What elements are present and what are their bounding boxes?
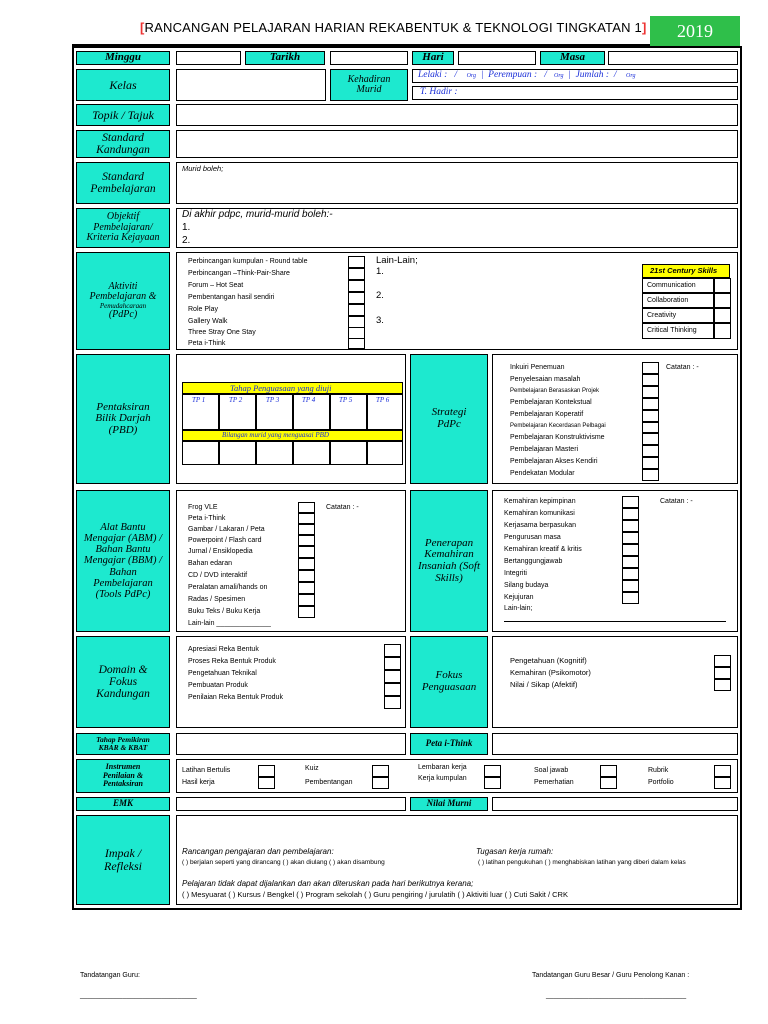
emk-label: EMK xyxy=(76,797,170,811)
aktiviti-label-end: (PdPc) xyxy=(108,308,138,320)
sep-1: | xyxy=(480,70,484,80)
domain-checkbox[interactable] xyxy=(384,670,401,683)
c21-checkbox[interactable] xyxy=(714,323,731,339)
kehadiran-row xyxy=(418,71,635,81)
strategi-item-2: Penyelesaian masalah xyxy=(510,376,581,383)
abm-item-11: Lain-lain ______________ xyxy=(188,620,271,627)
lelaki-org: Org xyxy=(466,73,477,79)
tp-label-5: TP 5 xyxy=(339,396,353,404)
instrumen-c4-2: Pemerhatian xyxy=(534,779,574,786)
domain-label: Domain & Fokus Kandungan xyxy=(76,636,170,728)
instrumen-label: Instrumen Penilaian & Pentaksiran xyxy=(76,759,170,793)
standard-pembelajaran-label: Standard Pembelajaran xyxy=(76,162,170,204)
c21-item-4: Critical Thinking xyxy=(647,327,697,334)
jumlah-slash: / xyxy=(613,70,617,80)
abm-checkbox[interactable] xyxy=(298,594,315,606)
objektif-label: Objektif Pembelajaran/ Kriteria Kejayaan xyxy=(76,208,170,248)
tp-label-4: TP 4 xyxy=(302,396,316,404)
nilai-murni-label: Nilai Murni xyxy=(410,797,488,811)
abm-checkbox[interactable] xyxy=(298,513,315,524)
kehadiran-label: Kehadiran Murid xyxy=(330,69,408,101)
tahap-pemikiran-field[interactable] xyxy=(176,733,406,755)
insaniah-lain-line xyxy=(504,621,726,622)
strategi-item-8: Pembelajaran Masteri xyxy=(510,446,579,453)
tp-count-cell[interactable] xyxy=(367,441,403,465)
tp-count-cell[interactable] xyxy=(293,441,330,465)
tp-count-cell[interactable] xyxy=(182,441,219,465)
title-bracket-close: ] xyxy=(641,20,647,35)
tp-label-2: TP 2 xyxy=(229,396,243,404)
fokus-item-3: Nilai / Sikap (Afektif) xyxy=(510,680,578,689)
abm-checkbox[interactable] xyxy=(298,582,315,594)
insaniah-checkbox[interactable] xyxy=(622,556,639,568)
c21-checkbox[interactable] xyxy=(714,293,731,308)
abm-item-2: Peta i-Think xyxy=(188,515,226,522)
domain-checkbox[interactable] xyxy=(384,657,401,670)
pelajaran-options[interactable]: ( ) Mesyuarat ( ) Kursus / Bengkel ( ) Program sekolah ( ) Guru pengiring / jurulatih ( ) Aktiviti luar ( ) Cuti Sakit / CRK xyxy=(182,890,568,899)
year-text: 2019 xyxy=(677,20,713,41)
sep-2: | xyxy=(568,70,571,80)
tp-count-cell[interactable] xyxy=(256,441,293,465)
insaniah-checkbox[interactable] xyxy=(622,508,639,520)
hari-label: Hari xyxy=(412,51,454,65)
signature-guru-label: Tandatangan Guru: xyxy=(80,972,140,979)
aktiviti-checkbox[interactable] xyxy=(348,268,365,280)
insaniah-checkbox[interactable] xyxy=(622,592,639,604)
masa-field[interactable] xyxy=(608,51,738,65)
domain-item-4: Pembuatan Produk xyxy=(188,682,248,689)
page-header xyxy=(140,20,650,42)
insaniah-item-2: Kemahiran komunikasi xyxy=(504,510,575,517)
c21-checkbox[interactable] xyxy=(714,308,731,323)
impak-label: Impak / Refleksi xyxy=(76,815,170,905)
abm-item-5: Jurnal / Ensiklopedia xyxy=(188,548,253,555)
strategi-item-6: Pembelajaran Kecerdasan Pelbagai xyxy=(510,423,606,429)
abm-item-10: Buku Teks / Buku Kerja xyxy=(188,608,261,615)
strategi-item-9: Pembelajaran Akses Kendiri xyxy=(510,458,598,465)
insaniah-item-5: Kemahiran kreatif & kritis xyxy=(504,546,582,553)
insaniah-item-3: Kerjasama berpasukan xyxy=(504,522,576,529)
insaniah-item-6: Bertanggungjawab xyxy=(504,558,563,565)
insaniah-label: Penerapan Kemahiran Insaniah (Soft Skills) xyxy=(410,490,488,632)
strategi-item-4: Pembelajaran Kontekstual xyxy=(510,399,592,406)
instrumen-c1-1: Latihan Bertulis xyxy=(182,767,231,774)
abm-checkbox[interactable] xyxy=(298,535,315,546)
murid-boleh-text: Murid boleh; xyxy=(182,164,224,173)
c21-item-3: Creativity xyxy=(647,312,677,319)
aktiviti-item-7: Three Stray One Stay xyxy=(188,329,256,336)
standard-kandungan-field[interactable] xyxy=(176,130,738,158)
insaniah-item-1: Kemahiran kepimpinan xyxy=(504,498,576,505)
abm-checkbox[interactable] xyxy=(298,570,315,582)
topik-label: Topik / Tajuk xyxy=(76,104,170,126)
aktiviti-item-1: Perbincangan kumpulan - Round table xyxy=(188,258,308,265)
strategi-label: Strategi PdPc xyxy=(410,354,488,484)
insaniah-item-10: Lain-lain; xyxy=(504,605,533,612)
aktiviti-label xyxy=(76,252,170,350)
jumlah-label: Jumlah : xyxy=(575,70,610,80)
abm-item-9: Radas / Spesimen xyxy=(188,596,246,603)
tp-label-1: TP 1 xyxy=(192,396,206,404)
objektif-item-2: 2. xyxy=(182,235,191,246)
kelas-field[interactable] xyxy=(176,69,326,101)
insaniah-checkbox[interactable] xyxy=(622,520,639,532)
pbd-label: Pentaksiran Bilik Darjah (PBD) xyxy=(76,354,170,484)
perempuan-org: Org xyxy=(554,73,564,79)
lain-item-1: 1. xyxy=(376,266,384,277)
insaniah-item-9: Kejujuran xyxy=(504,594,534,601)
strategi-catatan: Catatan : - xyxy=(666,364,699,371)
aktiviti-item-2: Perbincangan –Think-Pair-Share xyxy=(188,270,290,277)
jumlah-org: Org xyxy=(626,73,636,79)
objektif-intro: Di akhir pdpc, murid-murid boleh:- xyxy=(182,209,333,220)
fokus-checkbox[interactable] xyxy=(714,655,731,667)
abm-item-6: Bahan edaran xyxy=(188,560,232,567)
domain-item-5: Penilaian Reka Bentuk Produk xyxy=(188,694,283,701)
abm-item-7: CD / DVD interaktif xyxy=(188,572,248,579)
instrumen-c4-1: Soal jawab xyxy=(534,767,569,774)
strategi-item-1: Inkuiri Penemuan xyxy=(510,364,565,371)
page-title: RANCANGAN PELAJARAN HARIAN REKABENTUK & TEKNOLOGI TINGKATAN 1 xyxy=(144,20,642,35)
pelajaran-title: Pelajaran tidak dapat dijalankan dan akan diteruskan pada hari berikutnya kerana; xyxy=(182,879,474,888)
t-hadir-label: T. Hadir : xyxy=(420,87,458,97)
aktiviti-checkbox[interactable] xyxy=(348,304,365,316)
strategi-checkbox[interactable] xyxy=(642,386,659,398)
instrumen-checkbox[interactable] xyxy=(372,777,389,789)
perempuan-slash: / xyxy=(544,70,547,80)
strategi-item-5: Pembelajaran Koperatif xyxy=(510,411,584,418)
aktiviti-item-8: Peta i-Think xyxy=(188,340,226,347)
instrumen-checkbox[interactable] xyxy=(714,765,731,777)
instrumen-c2-2: Pembentangan xyxy=(305,779,353,786)
strategi-item-10: Pendekatan Modular xyxy=(510,470,575,477)
instrumen-c1-2: Hasil kerja xyxy=(182,779,215,786)
instrumen-checkbox[interactable] xyxy=(484,777,501,789)
instrumen-checkbox[interactable] xyxy=(258,777,275,789)
instrumen-c3-2: Kerja kumpulan xyxy=(418,775,467,782)
instrumen-c5-1: Rubrik xyxy=(648,767,669,774)
strategi-checkbox[interactable] xyxy=(642,469,659,481)
signature-gurubesar-label: Tandatangan Guru Besar / Guru Penolong Kanan : xyxy=(532,972,690,979)
fokus-checkbox[interactable] xyxy=(714,667,731,679)
strategi-checkbox[interactable] xyxy=(642,398,659,410)
fokus-label: Fokus Penguasaan xyxy=(410,636,488,728)
aktiviti-checkbox[interactable] xyxy=(348,338,365,349)
aktiviti-item-4: Pembentangan hasil sendiri xyxy=(188,294,275,301)
instrumen-checkbox[interactable] xyxy=(372,765,389,777)
fokus-checkbox[interactable] xyxy=(714,679,731,691)
abm-checkbox[interactable] xyxy=(298,606,315,618)
bilangan-label: Bilangan murid yang menguasai PBD xyxy=(222,431,329,439)
instrumen-checkbox[interactable] xyxy=(484,765,501,777)
rancangan-title: Rancangan pengajaran dan pembelajaran: xyxy=(182,847,334,856)
strategi-checkbox[interactable] xyxy=(642,374,659,386)
aktiviti-item-3: Forum – Hot Seat xyxy=(188,282,244,289)
tarikh-field[interactable] xyxy=(330,51,408,65)
c21-item-2: Collaboration xyxy=(647,297,689,304)
insaniah-checkbox[interactable] xyxy=(622,580,639,592)
instrumen-checkbox[interactable] xyxy=(714,777,731,789)
nilai-murni-field[interactable] xyxy=(492,797,738,811)
tahap-pemikiran-label: Tahap Pemikiran KBAR & KBAT xyxy=(76,733,170,755)
aktiviti-label-small: Pemudahcaraan xyxy=(99,301,147,310)
instrumen-c5-2: Portfolio xyxy=(648,779,674,786)
insaniah-checkbox[interactable] xyxy=(622,532,639,544)
hari-field[interactable] xyxy=(458,51,536,65)
title-bracket-open: [ xyxy=(140,20,145,35)
domain-checkbox[interactable] xyxy=(384,683,401,696)
lelaki-slash: / xyxy=(454,70,458,80)
domain-item-1: Apresiasi Reka Bentuk xyxy=(188,646,259,653)
abm-checkbox[interactable] xyxy=(298,502,315,513)
instrumen-checkbox[interactable] xyxy=(258,765,275,777)
instrumen-c2-1: Kuiz xyxy=(305,765,319,772)
strategi-checkbox[interactable] xyxy=(642,433,659,445)
aktiviti-checkbox[interactable] xyxy=(348,292,365,304)
insaniah-checkbox[interactable] xyxy=(622,568,639,580)
lain-item-3: 3. xyxy=(376,315,384,326)
abm-checkbox[interactable] xyxy=(298,546,315,558)
strategi-item-7: Pembelajaran Konstruktivisme xyxy=(510,434,605,441)
abm-checkbox[interactable] xyxy=(298,558,315,570)
strategi-checkbox[interactable] xyxy=(642,445,659,457)
tugasan-title: Tugasan kerja rumah: xyxy=(476,847,554,856)
insaniah-catatan: Catatan : - xyxy=(660,498,693,505)
signature-guru-line: ______________________________ xyxy=(80,992,197,999)
insaniah-item-8: Silang budaya xyxy=(504,582,549,589)
strategi-checkbox[interactable] xyxy=(642,422,659,433)
instrumen-checkbox[interactable] xyxy=(600,765,617,777)
aktiviti-label-main: Aktiviti Pembelajaran & xyxy=(89,280,157,303)
kelas-label: Kelas xyxy=(76,69,170,101)
domain-checkbox[interactable] xyxy=(384,644,401,657)
abm-checkbox[interactable] xyxy=(298,524,315,535)
tarikh-label: Tarikh xyxy=(245,51,325,65)
aktiviti-checkbox[interactable] xyxy=(348,280,365,292)
signature-gurubesar-line: ____________________________________ xyxy=(546,992,687,999)
insaniah-checkbox[interactable] xyxy=(622,496,639,508)
abm-item-4: Powerpoint / Flash card xyxy=(188,537,262,544)
topik-field[interactable] xyxy=(176,104,738,126)
lelaki-label: Lelaki : xyxy=(418,70,448,80)
strategi-item-3: Pembelajaran Berasaskan Projek xyxy=(510,388,600,394)
tp-count-cell[interactable] xyxy=(219,441,256,465)
c21-item-1: Communication xyxy=(647,282,696,289)
objektif-item-1: 1. xyxy=(182,222,191,233)
domain-checkbox[interactable] xyxy=(384,696,401,709)
tp-label-3: TP 3 xyxy=(266,396,280,404)
peta-ithink-field[interactable] xyxy=(492,733,738,755)
strategi-checkbox[interactable] xyxy=(642,410,659,422)
strategi-checkbox[interactable] xyxy=(642,457,659,469)
aktiviti-item-6: Gallery Walk xyxy=(188,318,228,325)
abm-item-3: Gambar / Lakaran / Peta xyxy=(188,526,265,533)
abm-item-1: Frog VLE xyxy=(188,504,218,511)
insaniah-item-4: Pengurusan masa xyxy=(504,534,561,541)
tp-label-6: TP 6 xyxy=(376,396,390,404)
abm-item-8: Peralatan amali/hands on xyxy=(188,584,268,591)
perempuan-label: Perempuan : xyxy=(488,70,538,80)
instrumen-checkbox[interactable] xyxy=(600,777,617,789)
lain-item-2: 2. xyxy=(376,290,384,301)
strategi-checkbox[interactable] xyxy=(642,362,659,374)
minggu-field[interactable] xyxy=(176,51,241,65)
aktiviti-checkbox[interactable] xyxy=(348,256,365,268)
tahap-title: Tahap Penguasaan yang diuji xyxy=(230,383,332,393)
c21-title: 21st Century Skills xyxy=(650,266,718,275)
peta-ithink-label: Peta i-Think xyxy=(410,733,488,755)
insaniah-checkbox[interactable] xyxy=(622,544,639,556)
tp-count-cell[interactable] xyxy=(330,441,367,465)
domain-item-3: Pengetahuan Teknikal xyxy=(188,670,257,677)
fokus-item-2: Kemahiran (Psikomotor) xyxy=(510,668,591,677)
t-hadir-field[interactable] xyxy=(412,86,738,100)
aktiviti-item-5: Role Play xyxy=(188,306,218,313)
masa-label: Masa xyxy=(540,51,605,65)
lain-lain-label: Lain-Lain; xyxy=(376,255,418,266)
standard-kandungan-label: Standard Kandungan xyxy=(76,130,170,158)
minggu-label: Minggu xyxy=(76,51,170,65)
domain-item-2: Proses Reka Bentuk Produk xyxy=(188,658,276,665)
standard-pembelajaran-field[interactable] xyxy=(176,162,738,204)
emk-field[interactable] xyxy=(176,797,406,811)
insaniah-item-7: Integriti xyxy=(504,570,527,577)
c21-checkbox[interactable] xyxy=(714,278,731,293)
abm-label: Alat Bantu Mengajar (ABM) / Bahan Bantu Mengajar (BBM) / Bahan Pembelajaran (Tools PdPc) xyxy=(76,490,170,632)
fokus-item-1: Pengetahuan (Kognitif) xyxy=(510,656,587,665)
instrumen-c3-1: Lembaran kerja xyxy=(418,764,467,771)
rancangan-options[interactable]: ( ) berjalan seperti yang dirancang ( ) akan diulang ( ) akan disambung xyxy=(182,859,385,866)
tugasan-options[interactable]: ( ) latihan pengukuhan ( ) menghabiskan latihan yang diberi dalam kelas xyxy=(478,859,686,866)
year-badge xyxy=(650,16,740,46)
abm-catatan: Catatan : - xyxy=(326,504,359,511)
